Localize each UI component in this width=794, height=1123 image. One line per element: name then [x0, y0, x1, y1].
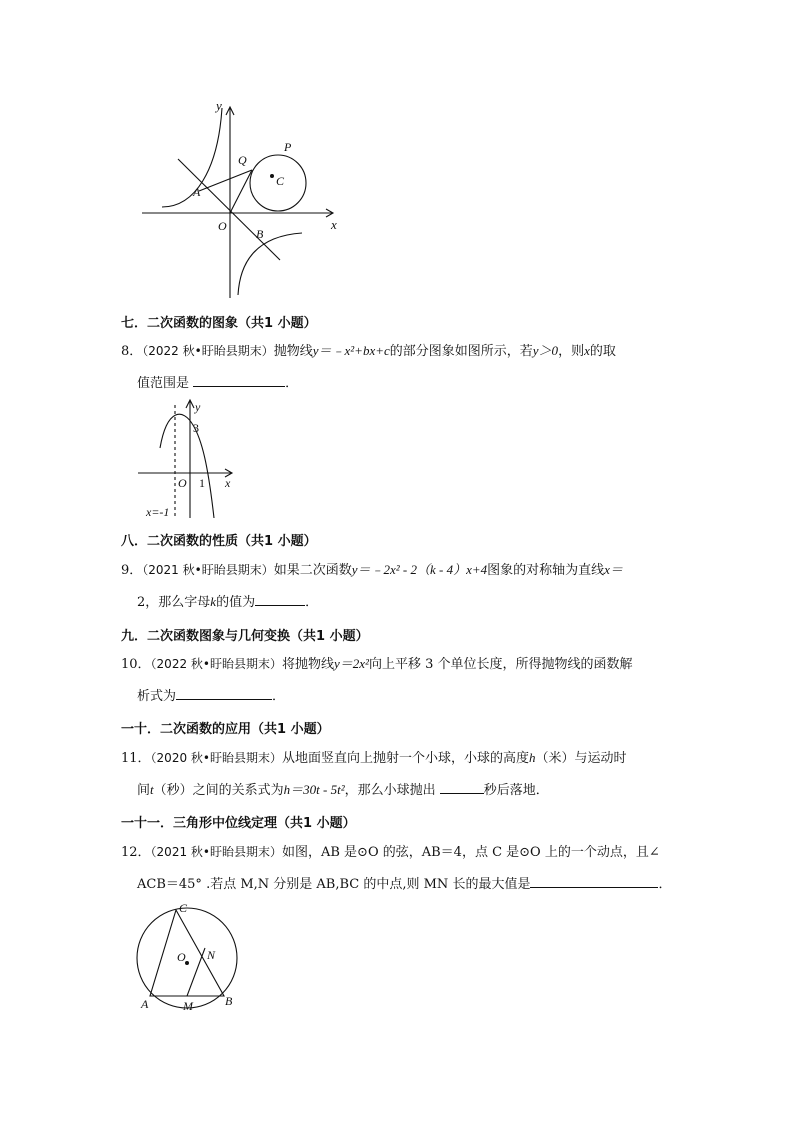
label-1: 1 [199, 476, 205, 490]
label-O: O [218, 219, 227, 233]
label-A: A [193, 185, 201, 199]
question-source: （2021 秋•盱眙县期末） [142, 563, 274, 577]
label-x: x [225, 476, 231, 490]
question-source: （2022 秋•盱眙县期末） [150, 657, 282, 671]
question-8-line1: 8．（2022 秋•盱眙县期末）抛物线y＝﹣x²+bx+c的部分图象如图所示，若y＞0，则x的取 [121, 343, 616, 359]
answer-blank[interactable] [440, 780, 484, 794]
hyperbola-branch-lower [238, 233, 302, 295]
figure-hyperbola-circle [140, 95, 350, 300]
label-y: y [216, 98, 222, 113]
figure-circle-triangle [132, 898, 244, 1016]
question-source: （2022 秋•盱眙县期末） [142, 344, 274, 358]
formula: y＝﹣x²+bx+c [312, 343, 390, 358]
hyperbola-branch-upper [162, 108, 222, 207]
formula: y＝2x² [334, 656, 369, 671]
section-heading-11: 一十一．三角形中位线定理（共1 小题） [121, 816, 356, 831]
question-10-line2: 析式为 ． [137, 686, 285, 706]
question-number: 9． [121, 563, 143, 578]
label-C: C [179, 901, 188, 915]
question-number: 12． [121, 845, 151, 860]
label-x: x [331, 217, 337, 232]
question-9-line1: 9．（2021 秋•盱眙县期末）如果二次函数y＝﹣2x² - 2（k - 4）x+4图象的对称轴为直线x＝ [121, 562, 623, 578]
label-O: O [178, 476, 187, 490]
segment-OQ [230, 170, 252, 213]
question-number: 8． [121, 344, 143, 359]
answer-blank[interactable] [193, 373, 285, 387]
question-8-line2: 值范围是 ． [137, 373, 298, 393]
label-N: N [207, 948, 216, 962]
question-10-line1: 10．（2022 秋•盱眙县期末）将抛物线y＝2x²向上平移 3 个单位长度，所得抛物线的函数解 [121, 656, 633, 672]
answer-blank[interactable] [255, 592, 305, 606]
label-B: B [225, 994, 233, 1008]
label-C: C [276, 174, 285, 188]
question-11-line2: 间t（秒）之间的关系式为h＝30t - 5t²，那么小球抛出 秒后落地． [137, 782, 549, 798]
question-11-line1: 11．（2020 秋•盱眙县期末）从地面竖直向上抛射一个小球，小球的高度h（米）与运动时 [121, 750, 627, 766]
section-heading-9: 九．二次函数图象与几何变换（共1 小题） [121, 629, 369, 644]
label-axis: x=-1 [146, 505, 170, 519]
question-source: （2021 秋•盱眙县期末） [150, 845, 282, 859]
formula: y＝﹣2x² - 2（k - 4）x+4 [351, 562, 488, 577]
question-9-line2: 2，那么字母k的值为 ． [137, 594, 319, 610]
question-number: 10． [121, 657, 151, 672]
parabola-curve [160, 414, 214, 518]
answer-blank[interactable] [176, 686, 272, 700]
label-P: P [284, 140, 292, 154]
center-dot [270, 174, 274, 178]
label-M: M [183, 999, 193, 1013]
question-12-line1: 12．（2021 秋•盱眙县期末）如图，AB 是⊙O 的弦，AB＝4，点 C 是⊙O 上的一个动点，且∠ [121, 845, 660, 860]
formula: h＝30t - 5t² [283, 782, 345, 797]
question-12-line2: ACB＝45° .若点 M,N 分别是 AB,BC 的中点,则 MN 长的最大值是 ． [137, 874, 671, 894]
label-Q: Q [238, 153, 247, 167]
label-3: 3 [193, 421, 199, 435]
label-y: y [195, 400, 201, 414]
label-A: A [141, 997, 149, 1011]
question-number: 11． [121, 751, 151, 766]
section-heading-7: 七．二次函数的图象（共1 小题） [121, 316, 317, 331]
section-heading-10: 一十．二次函数的应用（共1 小题） [121, 722, 330, 737]
label-O: O [177, 950, 186, 964]
line-AB [178, 159, 280, 260]
section-heading-8: 八．二次函数的性质（共1 小题） [121, 534, 317, 549]
question-source: （2020 秋•盱眙县期末） [150, 751, 282, 765]
label-B: B [256, 227, 264, 241]
answer-blank[interactable] [530, 874, 658, 888]
figure-parabola [135, 398, 240, 520]
segment-MN [187, 948, 205, 996]
